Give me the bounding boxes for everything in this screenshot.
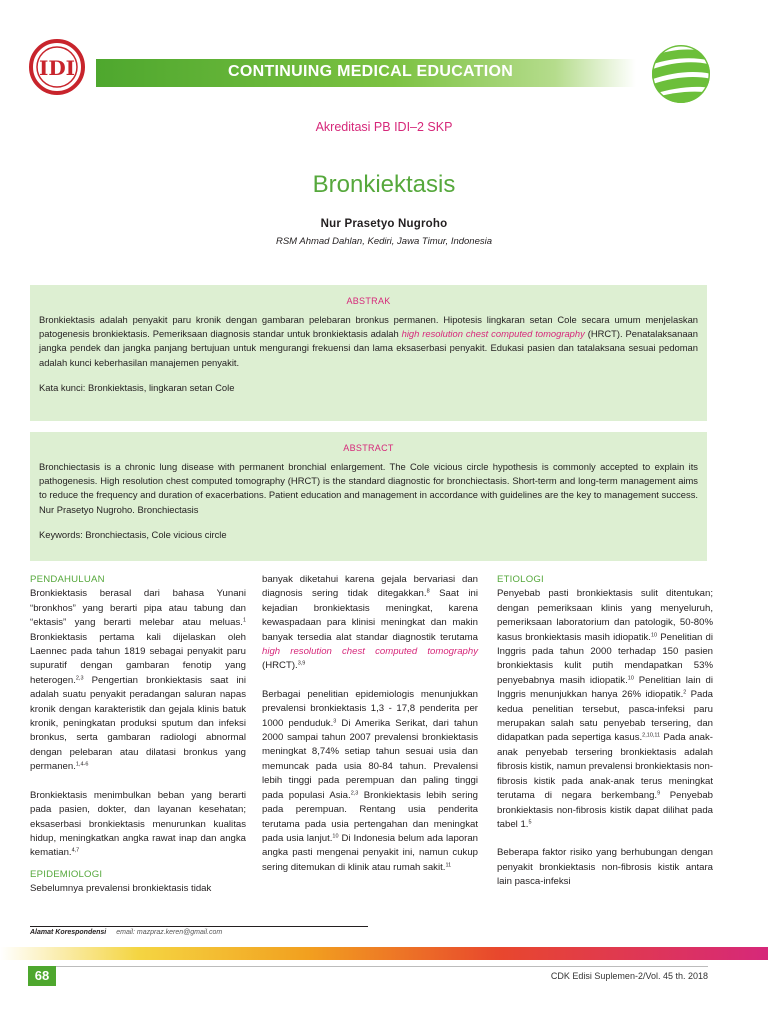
section-heading-etiologi: ETIOLOGI [497,574,544,585]
abstrak-box [30,285,707,421]
section-heading-pendahuluan: PENDAHULUAN [30,574,105,585]
paragraph: Bronkiektasis berasal dari bahasa Yunani “bronkhos” yang berarti pipa atau tabung dan “ektasis” yang berarti melebar atau meluas.$^1$ Bronkiektasis pertama kali dijelaskan oleh Laennec pada tahun 1819 sebagai penyakit paru supuratif dengan gambaran fenotip yang heterogen.$^{2,3}$ Pengertian bronkiektasis saat ini adalah suatu penyakit peradangan saluran napas kronik dengan karakteristik dan gejala klinis batuk kronik, peningkatan produksi sputum dan infeksi bronkus, serta gambaran radiologi abnormal dengan pelebaran atau dilatasi bronkus yang permanen.$^{1,4-6}$ [30,588,246,773]
article-title: Bronkiektasis [312,171,456,198]
globe-icon [650,43,712,105]
journal-info: CDK Edisi Suplemen-2/Vol. 45 th. 2018 [550,971,708,981]
section-banner [96,59,636,87]
abstract-box [30,432,707,561]
paragraph: Penyebab pasti bronkiektasis sulit ditentukan; dengan pemeriksaan klinis yang menyeluruh, pemeriksaan laboratorium dan patologik, 50-80% kasus bronkiektasis masih idiopatik.$^{10}$ Penelitian di Inggris pada tahun 2000 terhadap 150 pasien bronkiektasis kulit putih mendapatkan 53% penyebabnya masih idiopatik.$^{10}$ Penelitian lain di Inggris menunjukkan hanya 26% idiopatik.$^2$ Pada kedua penelitian tersebut, pasca-infeksi paru merupakan salah satu penyebab tersering, dan didapatkan pada sepertiga kasus.$^{2,10,11}$ Pada anak-anak penyebab tersering bronkiektasis adalah fibrosis kistik, namun prevalensi bronkiektasis non-fibrosis kistik pada anak-anak terus meningkat terutama di negara berkembang.$^9$ Penyebab bronkiektasis non-fibrosis kistik dapat dilihat pada tabel 1.$^5$ [497,588,713,830]
column-3 [497,573,713,890]
divider [30,926,368,927]
accreditation: Akreditasi PB IDI–2 SKP [315,120,453,134]
abstrak-keywords: Kata kunci: Bronkiektasis, lingkaran setan Cole [39,381,235,393]
abstract-keywords: Keywords: Bronchiectasis, Cole vicious circle [39,528,227,540]
abstrak-heading: ABSTRAK [346,296,391,306]
abstrak-text: Bronkiektasis adalah penyakit paru kronik dengan gambaran pelebaran bronkus permanen. Hipotesis lingkaran setan Cole secara umum menjelaskan patogenesis bronkiektasis. Pemeriksaan diagnosis standar untuk bronkiektasis adalah high resolution chest computed tomography (HRCT). Penatalaksanaan jangka pendek dan jangka panjang bertujuan untuk mengurangi frekuensi dan lama eksaserbasi penyakit. Edukasi pasien dan tatalaksana sesuai pedoman adalah kunci keberhasilan manajemen penyakit. [39,314,698,368]
correspondence-email: email: mazpraz.keren@gmail.com [116,929,223,936]
author-name: Nur Prasetyo Nugroho [320,218,448,230]
paragraph: Beberapa faktor risiko yang berhubungan dengan penyakit bronkiektasis non-fibrosis kistik antara lain pasca-infeksi [497,847,713,888]
idi-logo-text: IDI [38,56,76,80]
author-affiliation: RSM Ahmad Dahlan, Kediri, Jawa Timur, Indonesia [275,236,493,247]
idi-logo [28,38,86,96]
section-heading-epidemiologi: EPIDEMIOLOGI [30,868,103,880]
abstract-heading: ABSTRACT [343,443,394,453]
banner-title: CONTINUING MEDICAL EDUCATION [228,63,514,80]
paragraph: Bronkiektasis menimbulkan beban yang berarti pada pasien, dokter, dan layanan kesehatan; eksaserbasi bronkiektasis menurunkan kualitas hidup, meningkatkan angka rawat inap dan angka kematian.$^{4,7}$ [30,789,246,859]
paragraph: Berbagai penelitian epidemiologis menunjukkan prevalensi bronkiektasis 1,3 - 17,8 penderita per 1000 penduduk.$^3$ Di Amerika Serikat, dari tahun 2000 sampai tahun 2007 prevalensi bronkiektasis meningkat 8,74% setiap tahun sesuai usia dan memuncak pada usia 80-84 tahun. Prevalensi lebih tinggi pada perempuan dan paling tinggi pada populasi Asia.$^{2,3}$ Bronkiektasis lebih sering pada perempuan. Rentang usia penderita terutama pada usia pertengahan dan meningkat pada usia lanjut.$^{10}$ Di Indonesia belum ada laporan angka pasti mengenai penyakit ini, namun cukup sering ditemukan di klinik atau rumah sakit.$^{11}$ [262,688,478,873]
abstract-text: Bronchiectasis is a chronic lung disease with permanent bronchial enlargement. The Cole vicious circle hypothesis is commonly accepted to explain its pathogenesis. High resolution chest computed tomography (HRCT) is the standard diagnostic for bronchiectasis. Short-term and long-term management aims to reduce the frequency and duration of exacerbations. Patient education and management in accordance with guidelines are the key to management success. Nur Prasetyo Nugroho. Bronchiectasis [39,461,698,515]
correspondence [30,929,222,936]
paragraph: Sebelumnya prevalensi bronkiektasis tidak [30,883,212,895]
footer-rule [56,966,708,967]
column-2 [262,573,478,875]
correspondence-label: Alamat Korespondensi [30,929,107,936]
column-1 [30,573,246,897]
color-stripe [0,947,768,960]
paragraph: banyak diketahui karena gejala bervariasi dan diagnosis sering tidak ditegakkan.$^8$ Saat ini kejadian bronkiektasis meningkat, karena kewaspadaan para klinisi meningkat dan makin banyak tersedia alat standar diagnostik terutama high resolution chest computed tomography (HRCT).$^{3,9}$ [262,574,478,672]
page-number: 68 [28,966,56,986]
